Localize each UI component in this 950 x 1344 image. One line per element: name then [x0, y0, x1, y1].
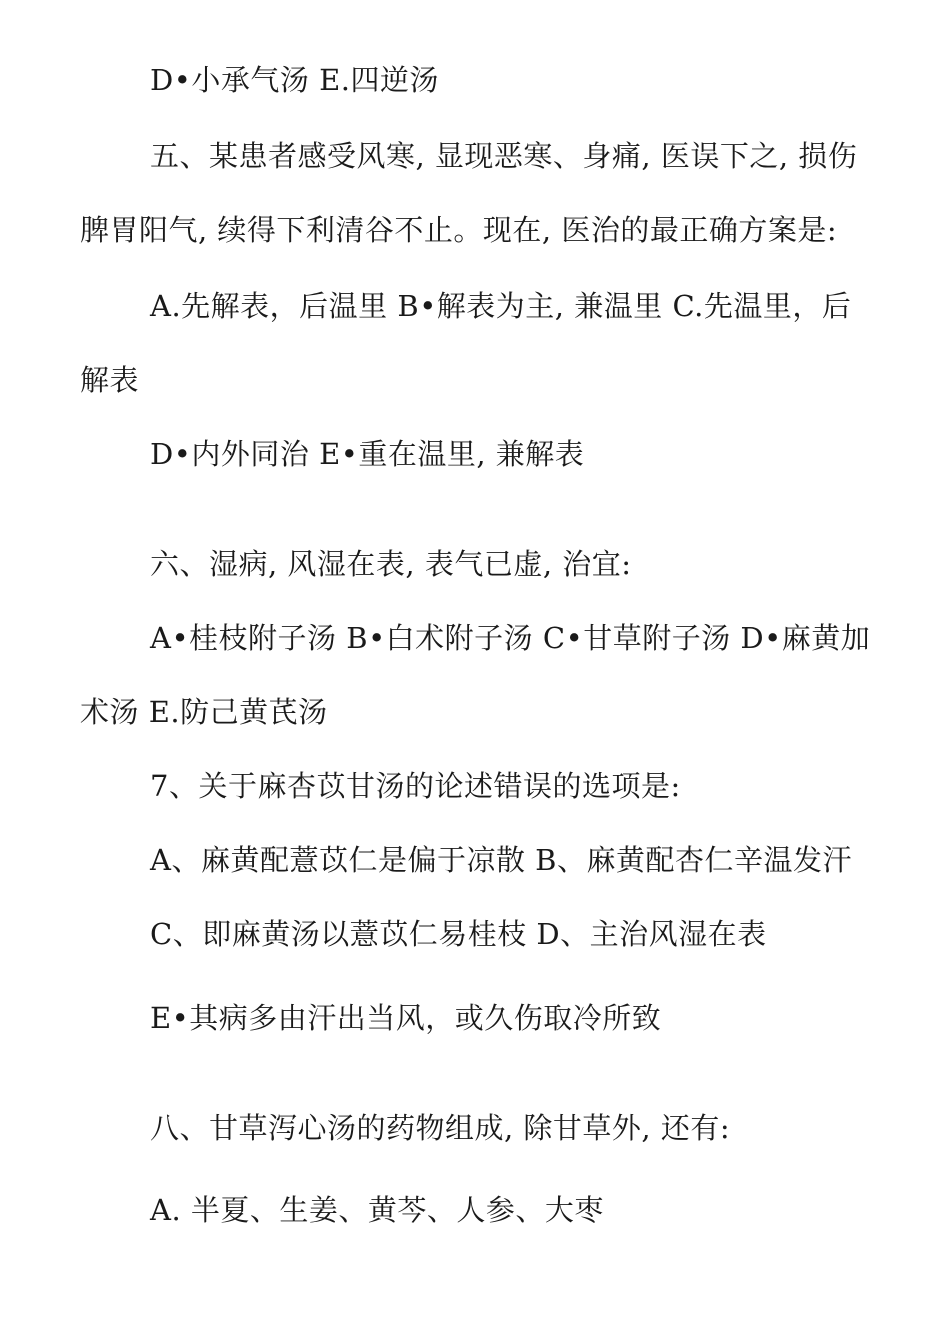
q5-options-line1: A.先解表，后温里 B•解表为主, 兼温里 C.先温里，后 [150, 289, 852, 323]
q7-option-e: E•其病多由汗出当风，或久伤取冷所致 [150, 1001, 662, 1035]
q5-stem-line2: 脾胃阳气, 续得下利清谷不止。现在, 医治的最正确方案是: [80, 213, 838, 247]
q4-options-d-e: D•小承气汤 E.四逆汤 [150, 63, 439, 97]
q6-stem: 六、湿病, 风湿在表, 表气已虚, 治宜: [150, 547, 632, 581]
q8-stem: 八、甘草泻心汤的药物组成, 除甘草外, 还有: [150, 1111, 731, 1145]
q7-options-a-b: A、麻黄配薏苡仁是偏于凉散 B、麻黄配杏仁辛温发汗 [150, 843, 852, 877]
q6-options-line2: 术汤 E.防己黄芪汤 [80, 695, 328, 729]
q5-options-d-e: D•内外同治 E•重在温里, 兼解表 [150, 437, 585, 471]
q5-options-line2: 解表 [80, 363, 140, 397]
q8-option-a: A. 半夏、生姜、黄芩、人参、大枣 [150, 1193, 604, 1227]
q6-options-line1: A•桂枝附子汤 B•白术附子汤 C•甘草附子汤 D•麻黄加 [150, 621, 871, 655]
q7-options-c-d: C、即麻黄汤以薏苡仁易桂枝 D、主治风湿在表 [150, 917, 767, 951]
q7-stem: 7、关于麻杏苡甘汤的论述错误的选项是: [150, 769, 681, 803]
q5-stem-line1: 五、某患者感受风寒, 显现恶寒、身痛, 医误下之, 损伤 [150, 139, 858, 173]
